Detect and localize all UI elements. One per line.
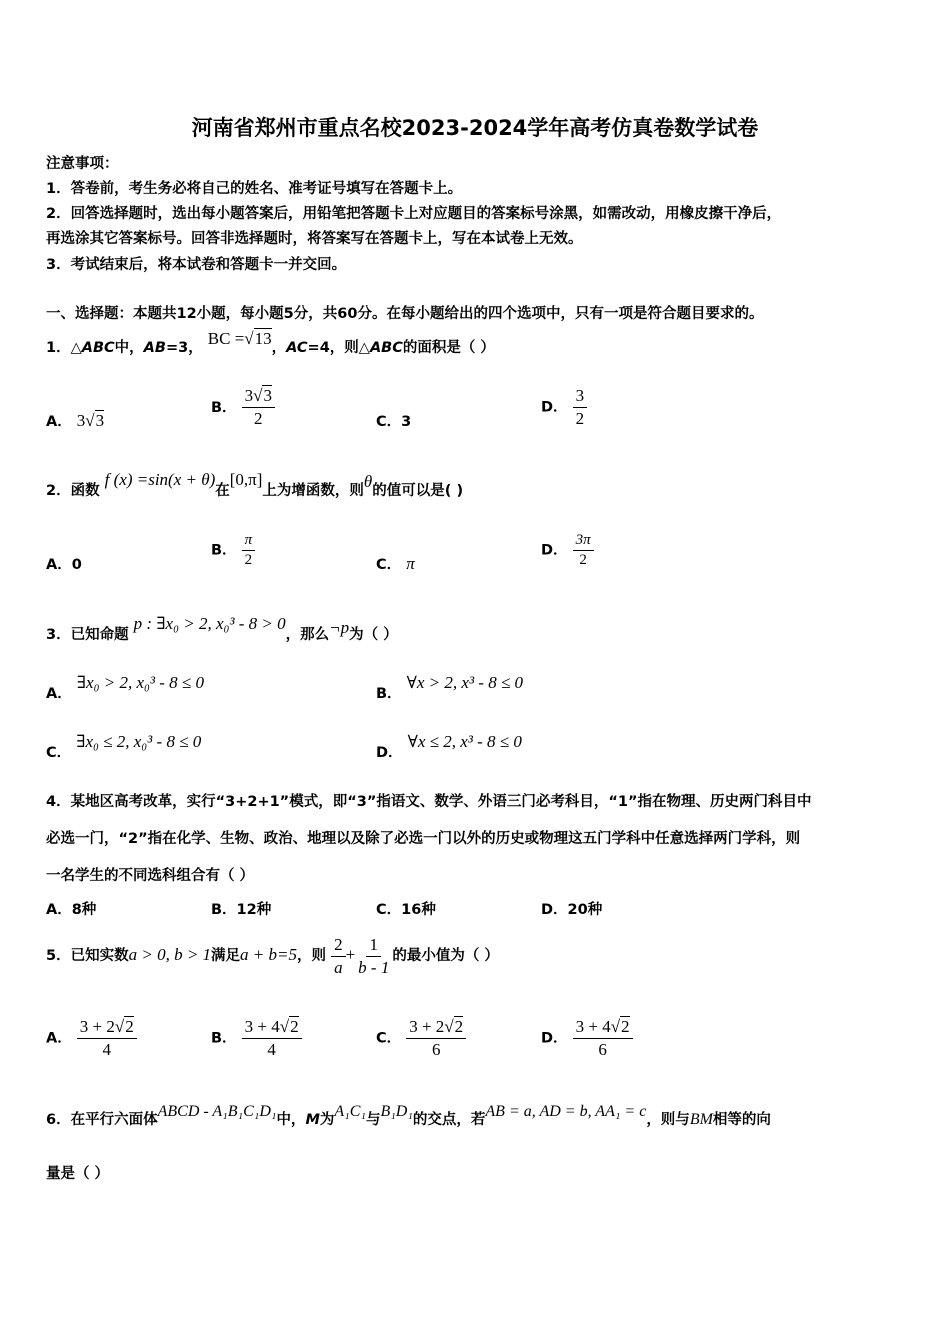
question-2-option-d: D． $\frac{3\pi}{2}$ <box>541 532 594 569</box>
question-1-option-b: B． $\frac{3√3}{2}$ <box>211 386 275 429</box>
question-6-stem-line-1: 6．在平行六面体ABCD - A₁B₁C₁D₁中，M为A₁C₁与B₁D₁的交点，若AB = a, AD = b, AA₁ = c，则与BM相等的向 <box>46 1103 771 1128</box>
question-2-option-a: A．0 <box>46 557 82 573</box>
notice-item-3: 3．考试结束后，将本试卷和答题卡一并交回。 <box>46 257 347 273</box>
question-3-option-c: C． ∃x₀ ≤ 2, x₀³ - 8 ≤ 0 <box>46 732 202 761</box>
question-3-option-b: B． ∀x > 2, x³ - 8 ≤ 0 <box>376 673 524 702</box>
question-5-option-a: A． $\frac{3 + 2√2}{4}$ <box>46 1017 137 1060</box>
question-6-stem-line-2: 量是（ ） <box>46 1166 110 1182</box>
question-3-option-a: A． ∃x₀ > 2, x₀³ - 8 ≤ 0 <box>46 673 204 702</box>
question-4-option-a: A．8种 <box>46 902 97 918</box>
question-4-line-1: 4．某地区高考改革，实行“3+2+1”模式，即“3”指语文、数学、外语三门必考科目，“1”指在物理、历史两门科目中 <box>46 794 812 810</box>
question-1-option-a: A． 3√3 <box>46 411 105 430</box>
question-4-option-b: B．12种 <box>211 902 272 918</box>
page-title: 河南省郑州市重点名校2023-2024学年高考仿真卷数学试卷 <box>191 116 759 140</box>
question-4-line-2: 必选一门，“2”指在化学、生物、政治、地理以及除了必选一门以外的历史或物理这五门学科中任意选择两门学科，则 <box>46 831 801 847</box>
question-5-option-d: D． $\frac{3 + 4√2}{6}$ <box>541 1017 633 1060</box>
question-4-option-d: D．20种 <box>541 902 603 918</box>
question-1-option-d: D． $\frac{3}{2}$ <box>541 386 587 429</box>
question-3-option-d: D． ∀x ≤ 2, x³ - 8 ≤ 0 <box>376 732 522 761</box>
question-5-stem: 5．已知实数a > 0, b > 1满足a + b=5，则 $\frac{2}{a}$ + $\frac{1}{b - 1}$ 的最小值为（ ） <box>46 934 499 977</box>
question-4-line-3: 一名学生的不同选科组合有（ ） <box>46 868 255 884</box>
section-heading: 一、选择题：本题共12小题，每小题5分，共60分。在每小题给出的四个选项中，只有一项是符合题目要求的。 <box>46 306 764 322</box>
question-5-option-c: C． $\frac{3 + 2√2}{6}$ <box>376 1017 466 1060</box>
question-5-option-b: B． $\frac{3 + 4√2}{4}$ <box>211 1017 302 1060</box>
question-1-stem: 1．△ABC中，AB=3， BC =√13，AC=4，则△ABC的面积是（ ） <box>46 329 495 356</box>
question-2-stem: 2．函数 f (x) =sin(x + θ)在[0,π]上为增函数，则θ的值可以是( ) <box>46 470 464 499</box>
question-1-option-c: C．3 <box>376 414 412 430</box>
notice-item-2-line-2: 再选涂其它答案标号。回答非选择题时，将答案写在答题卡上，写在本试卷上无效。 <box>46 231 583 247</box>
question-3-stem: 3．已知命题 p : ∃x₀ > 2, x₀³ - 8 > 0，那么¬p为（ ） <box>46 614 398 643</box>
notice-heading: 注意事项： <box>46 156 119 172</box>
notice-item-2-line-1: 2．回答选择题时，选出每小题答案后，用铅笔把答题卡上对应题目的答案标号涂黑，如需改动，用橡皮擦干净后， <box>46 206 782 222</box>
question-2-option-c: C． π <box>376 554 415 573</box>
question-4-option-c: C．16种 <box>376 902 436 918</box>
question-2-option-b: B． $\frac{\pi}{2}$ <box>211 532 255 569</box>
notice-item-1: 1．答卷前，考生务必将自己的姓名、准考证号填写在答题卡上。 <box>46 181 463 197</box>
